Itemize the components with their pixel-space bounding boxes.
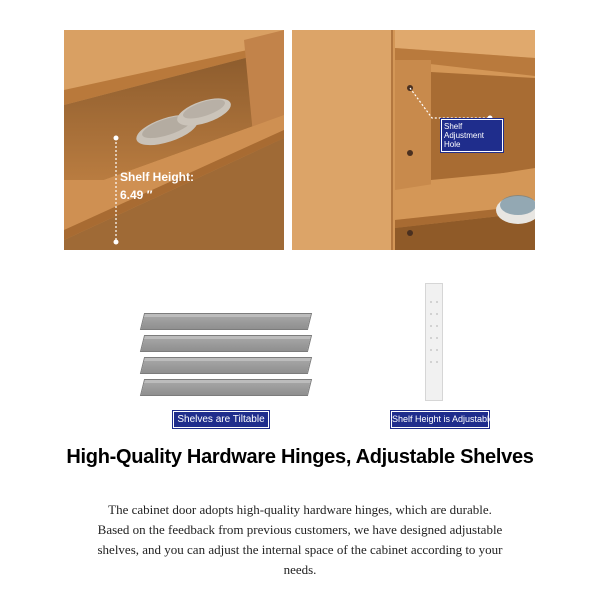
shelf-plank	[140, 313, 312, 330]
feature-description: The cabinet door adopts high-quality hardware hinges, which are durable. Based on the feedback from previous customers, we have designed adjustable shelves, and you can adjust the internal space of the cabinet according to your needs.	[97, 502, 503, 577]
shelf-plank	[140, 335, 312, 352]
adjustment-holes-pattern	[426, 284, 442, 400]
shelf-plank	[140, 357, 312, 374]
shelf-height-adjustable-badge: Shelf Height is Adjustable	[392, 412, 488, 427]
feature-heading: High-Quality Hardware Hinges, Adjustable Shelves	[66, 446, 534, 468]
tiltable-shelves-diagram	[130, 305, 320, 405]
shelves-tiltable-badge: Shelves are Tiltable	[174, 412, 268, 427]
adjustable-side-panel	[425, 283, 443, 401]
shelf-height-label: Shelf Height:	[120, 170, 194, 184]
shelf-height-value: 6.49 ″	[120, 188, 153, 202]
cabinet-interior-illustration	[64, 30, 284, 250]
shelf-height-photo	[64, 30, 284, 250]
shelf-adjustment-hole-badge: Shelf Adjustment Hole	[442, 120, 502, 151]
shelf-plank	[140, 379, 312, 396]
shelf-adjustment-photo	[292, 30, 535, 250]
